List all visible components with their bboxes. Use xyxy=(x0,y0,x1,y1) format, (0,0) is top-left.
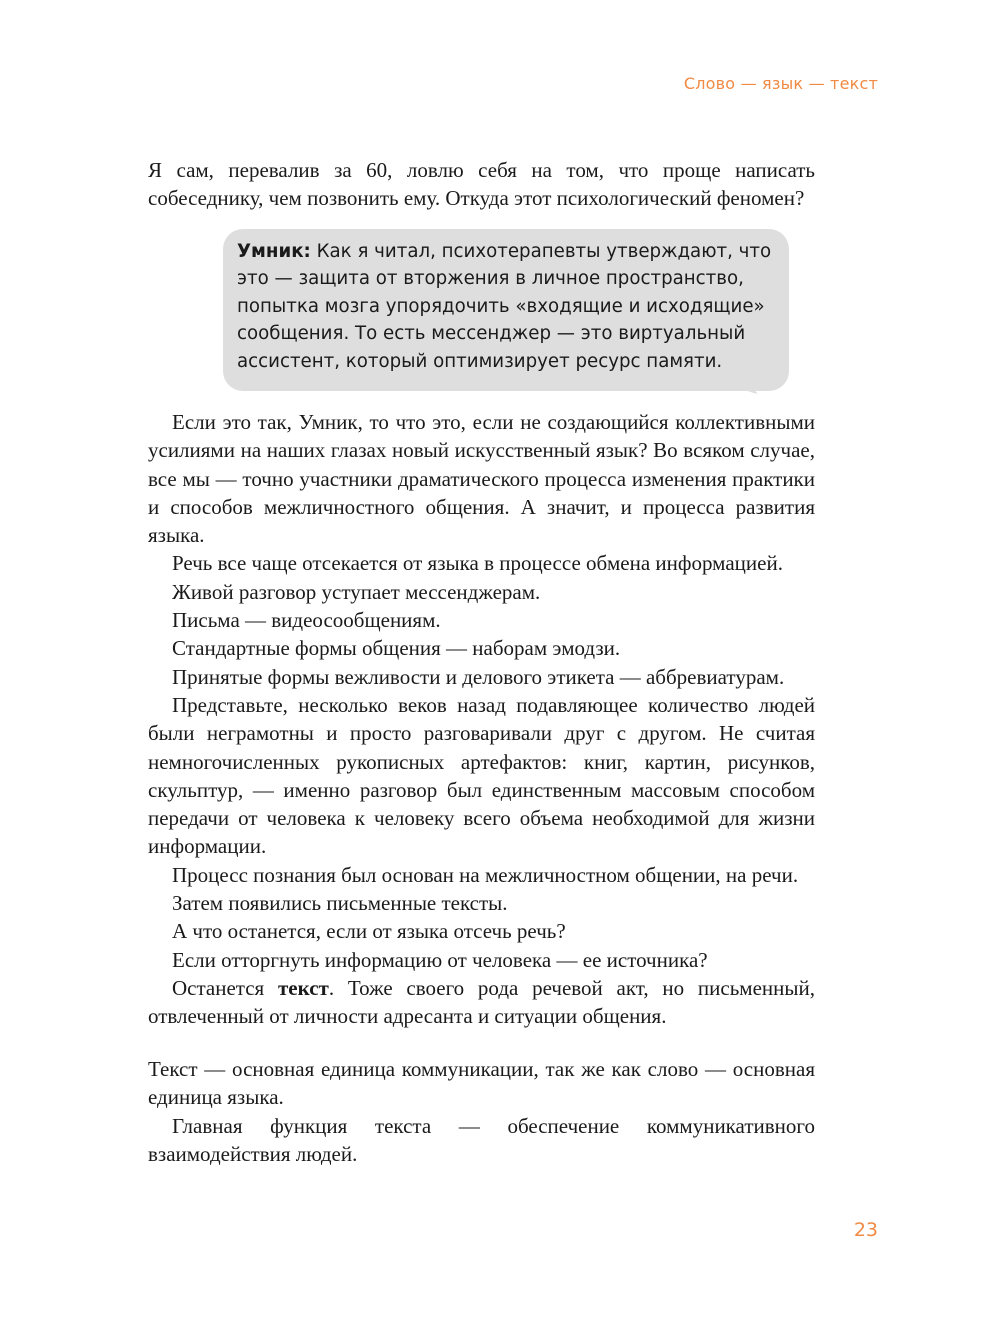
bubble-speaker: Умник: xyxy=(237,241,311,262)
last-paragraph-end: . Тоже своего рода речевой акт, но письменный, отвлеченный от личности адресанта и ситуации общения. xyxy=(148,975,815,1029)
final-paragraph: Главная функция текста — обеспечение коммуникативного взаимодействия людей. xyxy=(148,1113,815,1166)
chat-bubble xyxy=(223,229,789,391)
main-paragraph: Затем появились письменные тексты. xyxy=(172,891,508,916)
intro-section xyxy=(148,156,815,213)
main-paragraph: Если отторгнуть информацию от человека — ее источника? xyxy=(172,947,708,972)
main-paragraph: Процесс познания был основан на межличностном общении, на речи. xyxy=(172,862,799,887)
main-paragraph: Живой разговор уступает мессенджерам. xyxy=(172,579,541,604)
main-last-paragraph xyxy=(148,974,815,1031)
main-paragraph: Стандартные формы общения — наборам эмодзи. xyxy=(172,636,621,661)
page-number: 23 xyxy=(853,1219,878,1241)
final-paragraph: Текст — основная единица коммуникации, так же как слово — основная единица языка. xyxy=(148,1057,815,1110)
main-paragraph: Речь все чаще отсекается от языка в процессе обмена информацией. xyxy=(172,551,783,576)
main-section xyxy=(148,408,815,1031)
main-paragraph: Принятые формы вежливости и делового этикета — аббревиатурам. xyxy=(172,664,785,689)
main-paragraph: Если это так, Умник, то что это, если не создающийся коллективными усилиями на наших глазах новый искусственный язык? Во всяком случае, все мы — точно участники драматического процесса изменения практики и способов межличностного общения. А значит, и процесса развития языка. xyxy=(148,410,815,548)
last-paragraph-start: Останется xyxy=(172,975,278,1000)
running-header: Слово — язык — текст xyxy=(683,74,878,93)
bubble-text: Как я читал, психотерапевты утверждают, что это — защита от вторжения в личное пространство, попытка мозга упорядочить «входящие и исходящие» сообщения. То есть мессенджер — это виртуальный ассистент, который оптимизирует ресурс памяти. xyxy=(237,241,772,372)
final-section xyxy=(148,1055,815,1168)
main-paragraph: А что останется, если от языка отсечь речь? xyxy=(172,919,566,944)
main-paragraph: Представьте, несколько веков назад подавляющее количество людей были неграмотны и просто разговаривали друг с другом. Не считая немногочисленных рукописных артефактов: книг, картин, рисунков, скульптур, — именно разговор был единственным массовым способом передачи от человека к человеку всего объема необходимой для жизни информации. xyxy=(148,692,815,859)
intro-paragraph: Я сам, перевалив за 60, ловлю себя на том, что проще написать собеседнику, чем позвонить ему. Откуда этот психологический феномен? xyxy=(148,158,815,211)
bubble-tail-icon xyxy=(734,372,758,394)
term-text-bold: текст xyxy=(277,975,329,1000)
main-paragraph: Письма — видеосообщениям. xyxy=(172,608,441,633)
